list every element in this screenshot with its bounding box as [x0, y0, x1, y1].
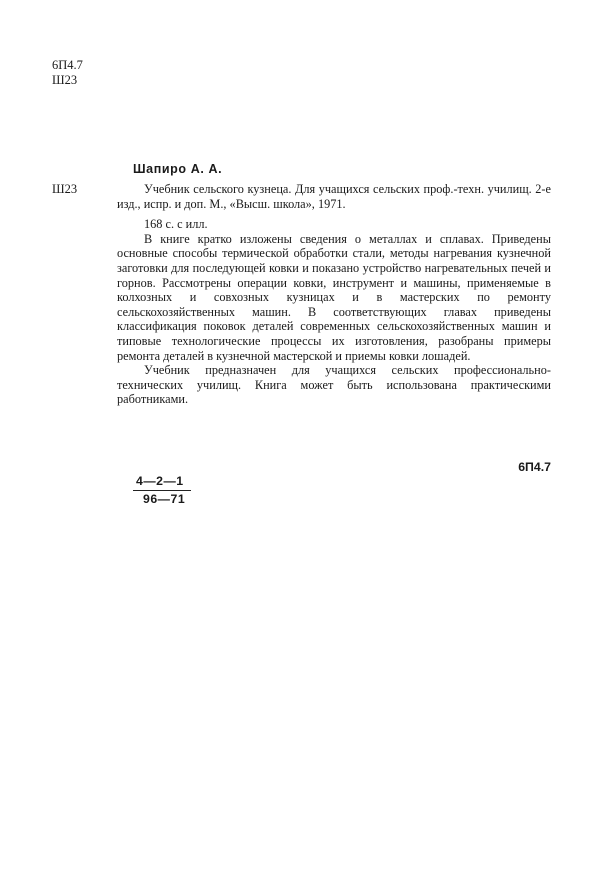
- catalog-card-body: [117, 182, 551, 407]
- udc-author-mark: Ш23: [52, 72, 78, 87]
- udc-code: 6П4.7: [52, 58, 83, 72]
- bbk-code: 6П4.7: [518, 460, 551, 474]
- annotation-paragraph: В книге кратко изложены сведения о металлах и сплавах. Приведены основные способы термической обработки стали, методы нагревания кузнечной заготовки для последующей ковки и показано устройство нагревательных печей и горнов. Рассмотрены операции ковки, инструмент и машины, применяемые в колхозных и совхозных кузницах и в мастерских по ремонту сельскохозяйственных машин. В соответствующих главах приведены классификация поковок деталей современных сельскохозяйственных машин и типовые технологические процессы их изготовления, разобраны примеры ремонта деталей в кузнечной мастерской и приемы ковки лошадей.: [117, 231, 551, 363]
- publisher-code-denominator: 96—71: [143, 492, 186, 506]
- purpose-paragraph: Учебник предназначен для учащихся сельских профессионально-технических училищ. Книга может быть использована практическими работниками.: [117, 363, 551, 407]
- page-count: 168 с. с илл.: [144, 217, 208, 232]
- shelf-mark: Ш23: [52, 182, 78, 196]
- author-name: Шапиро А. А.: [133, 162, 223, 176]
- bibliographic-description: Учебник сельского кузнеца. Для учащихся сельских проф.-техн. училищ. 2-е изд., испр. и доп. М., «Высш. школа», 1971.: [117, 182, 551, 211]
- udc-classification: [52, 58, 83, 87]
- publisher-code-divider: [133, 490, 191, 491]
- publisher-code-numerator: 4—2—1: [136, 474, 184, 488]
